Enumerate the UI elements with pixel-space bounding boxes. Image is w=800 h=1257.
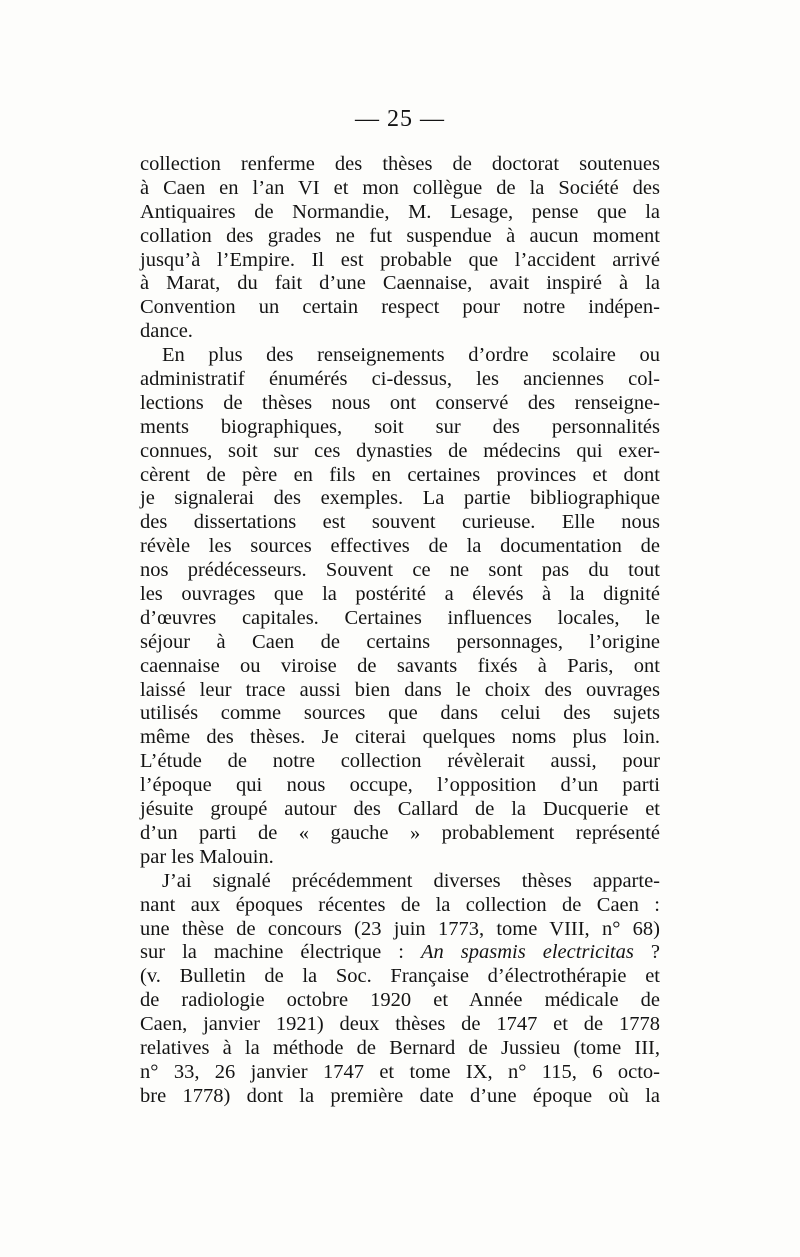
text-line: Convention un certain respect pour notre indépen- [140, 296, 660, 319]
text-line: collation des grades ne fut suspendue à aucun moment [140, 224, 660, 247]
text-line: séjour à Caen de certains personnages, l’origine [140, 630, 660, 653]
text-line: l’époque qui nous occupe, l’opposition d’un parti [140, 774, 660, 797]
text-line: cèrent de père en fils en certaines provinces et dont [140, 463, 660, 486]
text-line: n° 33, 26 janvier 1747 et tome IX, n° 115, 6 octo- [140, 1060, 660, 1083]
text-line: L’étude de notre collection révèlerait aussi, pour [140, 750, 660, 773]
text-line: d’un parti de « gauche » probablement représenté [140, 821, 660, 844]
text-line: En plus des renseignements d’ordre scolaire ou [162, 344, 660, 367]
page-number: — 25 — [355, 106, 445, 132]
text-line-with-italic [140, 941, 660, 965]
text-line: nant aux époques récentes de la collection de Caen : [140, 893, 660, 916]
text-line: laissé leur trace aussi bien dans le choix des ouvrages [140, 678, 660, 701]
italic-title: An spasmis electricitas [420, 941, 634, 964]
text-line: par les Malouin. [140, 845, 274, 868]
text-line: jésuite groupé autour des Callard de la Ducquerie et [140, 798, 660, 821]
text-line: utilisés comme sources que dans celui des sujets [140, 702, 660, 725]
text-line: à Marat, du fait d’une Caennaise, avait inspiré à la [140, 272, 660, 295]
text-line: J’ai signalé précédemment diverses thèses apparte- [162, 869, 660, 892]
text-line: ments biographiques, soit sur des personnalités [140, 415, 660, 438]
text-line: Caen, janvier 1921) deux thèses de 1747 et de 1778 [140, 1013, 660, 1036]
text-line: dance. [140, 320, 193, 343]
text-line: nos prédécesseurs. Souvent ce ne sont pas du tout [140, 559, 660, 582]
text-line: administratif énumérés ci-dessus, les anciennes col- [140, 368, 660, 391]
text-line: révèle les sources effectives de la documentation de [140, 535, 660, 558]
text-line: des dissertations est souvent curieuse. Elle nous [140, 511, 660, 534]
text-line: d’œuvres capitales. Certaines influences locales, le [140, 606, 660, 629]
text-line: je signalerai des exemples. La partie bibliographique [140, 487, 660, 510]
text-line: (v. Bulletin de la Soc. Française d’électrothérapie et [140, 965, 660, 988]
text-line: collection renferme des thèses de doctorat soutenues [140, 153, 660, 175]
text-fragment: ? [633, 941, 660, 964]
text-line: caennaise ou viroise de savants fixés à Paris, ont [140, 654, 660, 677]
text-line: connues, soit sur ces dynasties de médecins qui exer- [140, 439, 660, 462]
text-line: relatives à la méthode de Bernard de Jussieu (tome III, [140, 1036, 660, 1059]
text-line: à Caen en l’an VI et mon collègue de la Société des [140, 176, 660, 199]
text-line: jusqu’à l’Empire. Il est probable que l’accident arrivé [140, 248, 660, 271]
text-line: les ouvrages que la postérité a élevés à la dignité [140, 583, 660, 606]
body-text [140, 153, 660, 1109]
text-line: de radiologie octobre 1920 et Année médicale de [140, 989, 660, 1012]
text-line: bre 1778) dont la première date d’une époque où la [140, 1084, 660, 1107]
text-line: même des thèses. Je citerai quelques noms plus loin. [140, 726, 660, 749]
text-fragment: sur la machine électrique : [140, 941, 421, 964]
text-line: lections de thèses nous ont conservé des renseigne- [140, 391, 660, 414]
text-line: Antiquaires de Normandie, M. Lesage, pense que la [140, 200, 660, 223]
text-line: une thèse de concours (23 juin 1773, tome VIII, n° 68) [140, 917, 660, 940]
